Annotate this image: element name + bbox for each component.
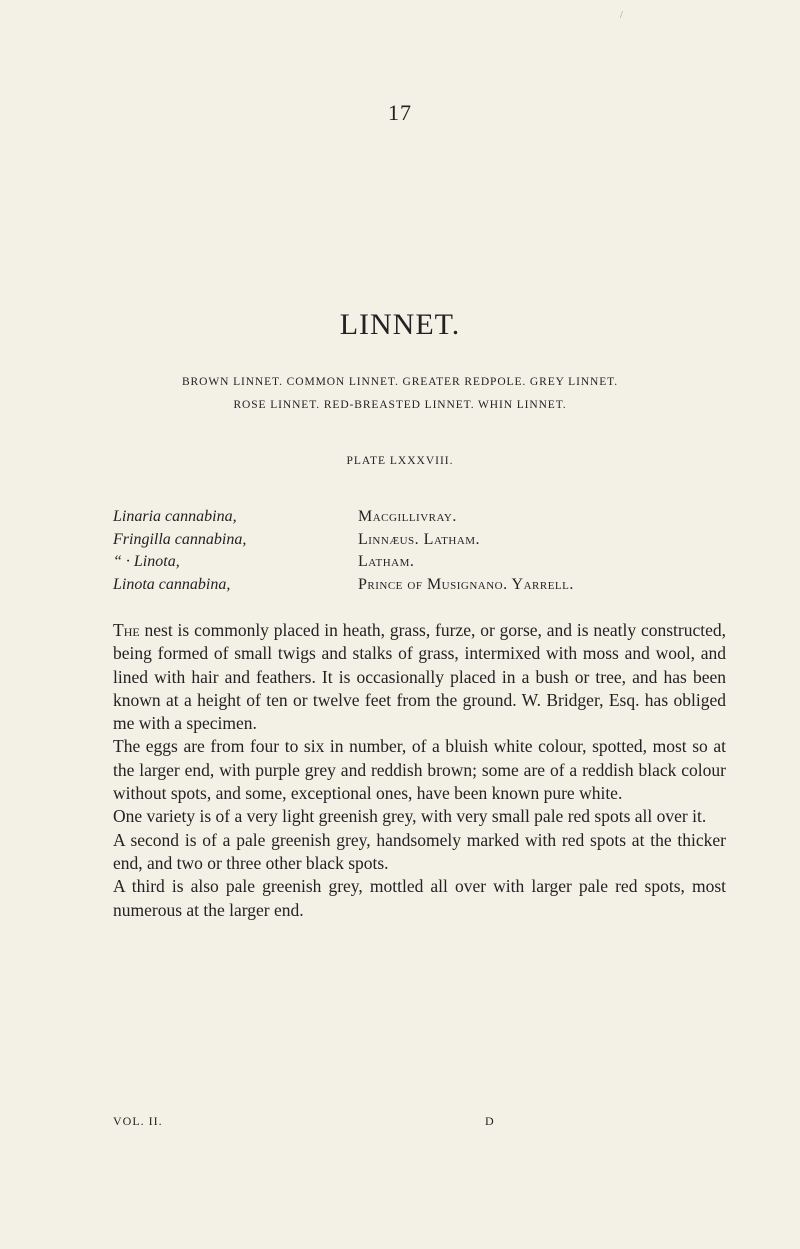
paragraph: [113, 619, 726, 735]
paragraph-text: A second is of a pale greenish grey, handsomely marked with red spots at the thicker end, and two or three other black spots.: [113, 829, 726, 873]
synonymy-row: [113, 506, 773, 529]
paragraph: [113, 805, 726, 828]
synonymy-row: [113, 574, 773, 597]
common-names-line: BROWN LINNET. COMMON LINNET. GREATER REDPOLE. GREY LINNET.: [181, 376, 619, 388]
paragraph: [113, 875, 726, 922]
common-names-line: ROSE LINNET. RED-BREASTED LINNET. WHIN LINNET.: [233, 399, 567, 411]
scientific-name: Linota cannabina,: [113, 575, 231, 593]
authority: Latham.: [358, 553, 415, 570]
paragraph-text: nest is commonly placed in heath, grass, furze, or gorse, and is neatly constructed, being formed of small twigs and stalks of grass, intermixed with moss and wool, and lined with hair and feathers. It is occasionally placed in a bush or tree, and has been known at a height of ten or twelve feet from the ground. W. Bridger, Esq. has obliged me with a specimen.: [113, 620, 726, 734]
paragraph-text: A third is also pale greenish grey, mottled all over with larger pale red spots, most numerous at the larger end.: [113, 876, 726, 920]
page-number: 17: [388, 100, 412, 125]
paragraph: [113, 735, 726, 805]
page-title: LINNET.: [339, 308, 461, 341]
synonymy-table: [113, 506, 773, 596]
gathering-signature: D: [485, 1114, 494, 1128]
paragraph-lead: The: [113, 620, 140, 640]
scientific-name: Linaria cannabina,: [113, 508, 237, 525]
authority: Linnæus. Latham.: [358, 530, 481, 548]
scientific-name: Fringilla cannabina,: [113, 530, 247, 548]
authority: Prince of Musignano. Yarrell.: [358, 575, 574, 593]
synonymy-row: [113, 551, 773, 574]
synonymy-row: [113, 529, 773, 552]
paragraph-text: One variety is of a very light greenish grey, with very small pale red spots all over it.: [113, 806, 707, 827]
scientific-name: “ · Linota,: [113, 553, 180, 570]
body-text: [113, 619, 726, 922]
corner-mark: /: [620, 10, 623, 21]
paragraph-text: The eggs are from four to six in number, of a bluish white colour, spotted, most so at the larger end, with purple grey and reddish brown; some are of a reddish black colour without spots, and some, exceptional ones, have been known pure white.: [113, 736, 726, 804]
volume-signature: VOL. II.: [113, 1114, 163, 1128]
plate-reference: PLATE LXXXVIII.: [346, 455, 454, 467]
common-names: [0, 371, 800, 417]
paragraph: [113, 829, 726, 876]
authority: Macgillivray.: [358, 508, 457, 525]
